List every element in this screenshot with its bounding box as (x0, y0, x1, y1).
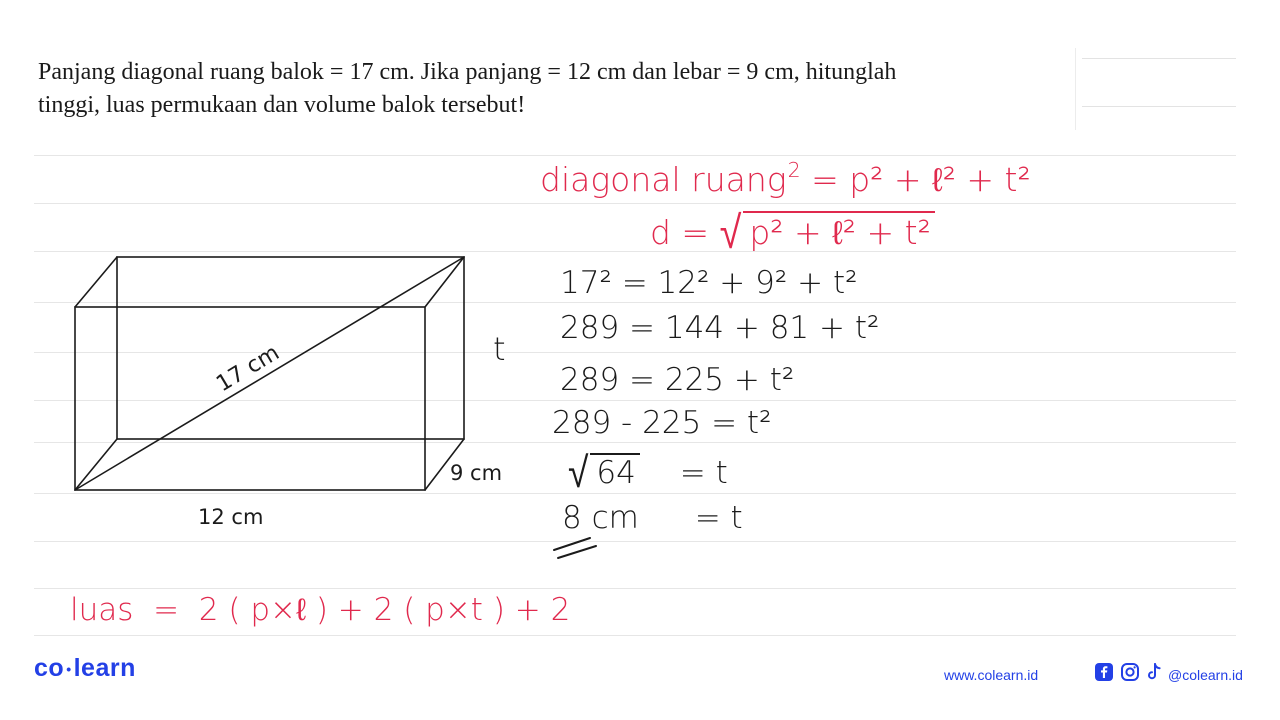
diagonal-label: 17 cm (212, 340, 284, 398)
problem-line-2: tinggi, luas permukaan dan volume balok tersebut! (38, 92, 526, 118)
step-2: 289 = 144 + 81 + t² (560, 310, 880, 346)
double-underline (550, 532, 610, 562)
formula-line-1 (540, 157, 1031, 199)
cuboid-front-face (75, 307, 425, 490)
formula-exponent: 2 (787, 157, 801, 182)
formula-d-lhs: d = (650, 213, 710, 252)
formula-radicand: p² + ℓ² + t² (743, 211, 935, 252)
logo-text-learn: learn (73, 654, 136, 682)
formula-rhs: = p² + ℓ² + t² (811, 160, 1031, 199)
colearn-logo[interactable] (34, 654, 136, 683)
formula-line-2 (650, 206, 935, 260)
social-handle[interactable]: @colearn.id (1168, 667, 1243, 683)
sqrt-rhs: = t (679, 455, 728, 491)
logo-text-co: co (34, 654, 65, 682)
sqrt-radicand: 64 (590, 453, 639, 491)
facebook-icon[interactable] (1094, 662, 1114, 682)
cuboid-edge-top-left (75, 257, 117, 307)
height-label: t (493, 330, 506, 368)
website-link[interactable]: www.colearn.id (944, 667, 1039, 683)
cuboid-edge-bottom-left (75, 439, 117, 490)
cuboid-back-face (117, 257, 464, 439)
result-rhs: = t (694, 500, 743, 536)
result-line (562, 500, 743, 536)
space-diagonal (75, 257, 464, 490)
length-label: 12 cm (198, 505, 264, 529)
width-label: 9 cm (450, 461, 503, 485)
problem-line-1: Panjang diagonal ruang balok = 17 cm. Jika panjang = 12 cm dan lebar = 9 cm, hitunglah (38, 59, 897, 85)
logo-dot: • (66, 661, 72, 678)
sqrt-step (568, 446, 728, 498)
tiktok-icon[interactable] (1144, 662, 1164, 682)
surface-area-formula: luas = 2 ( p×ℓ ) + 2 ( p×t ) + 2 (70, 592, 571, 628)
instagram-icon[interactable] (1120, 662, 1140, 682)
step-1: 17² = 12² + 9² + t² (560, 265, 858, 301)
step-3: 289 = 225 + t² (560, 362, 795, 398)
cuboid-edge-top-right (425, 257, 464, 307)
formula-lhs: diagonal ruang (540, 160, 787, 199)
step-4: 289 - 225 = t² (552, 405, 772, 441)
result-value: 8 cm (562, 500, 639, 536)
sqrt-sign: √ (568, 446, 589, 498)
sqrt-sign: √ (719, 206, 742, 260)
